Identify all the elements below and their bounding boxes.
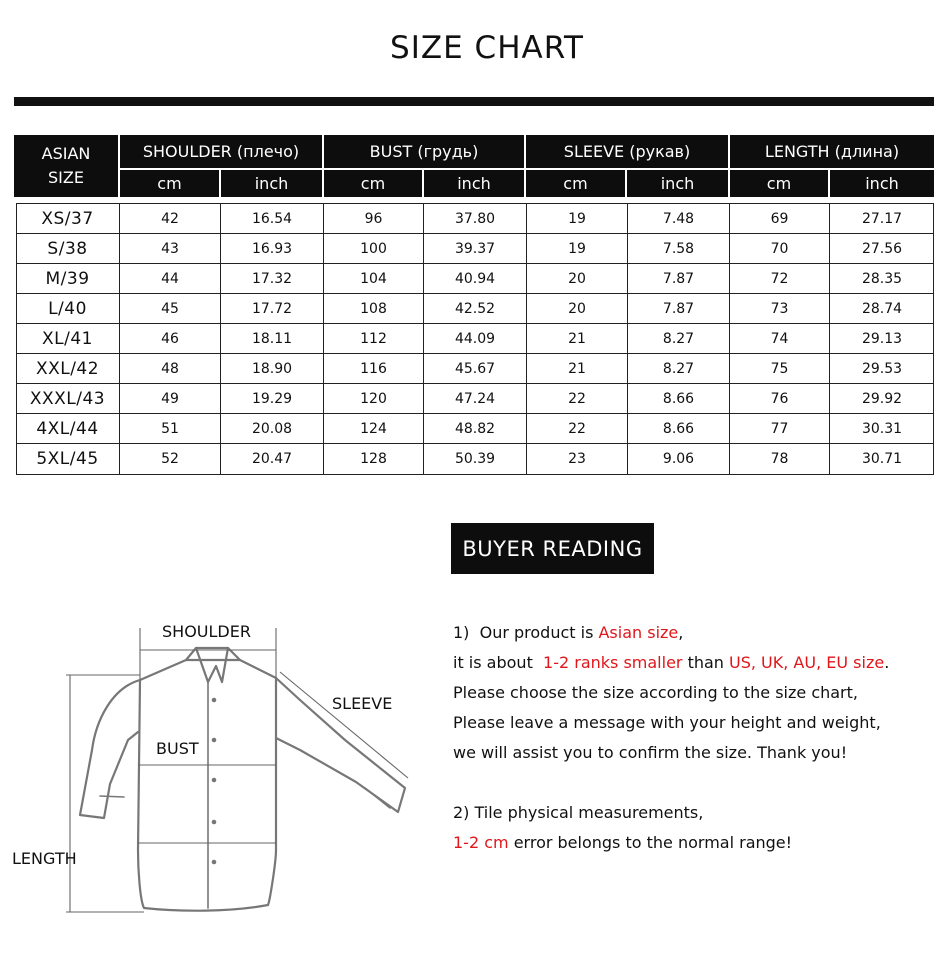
length-cm-header: cm <box>730 170 828 197</box>
bust-inch-cell: 44.09 <box>454 331 496 347</box>
shoulder-cm-cell: 46 <box>161 331 179 347</box>
sleeve-group-header: SLEEVE (рукав) <box>526 135 728 168</box>
shoulder-cm-cell: 51 <box>161 421 179 437</box>
length-cm-cell: 69 <box>770 211 789 227</box>
length-cm-cell: 73 <box>770 301 789 317</box>
size-cell: XXL/42 <box>35 359 100 379</box>
bust-inch-cell: 50.39 <box>454 451 496 467</box>
note1-comma: , <box>678 623 684 642</box>
length-cm-cell: 78 <box>770 451 789 467</box>
sleeve-inch-cell: 8.66 <box>662 421 695 437</box>
length-label: LENGTH <box>12 849 77 868</box>
size-cell: XXXL/43 <box>29 389 106 409</box>
note1-period: . <box>884 653 890 672</box>
table-row <box>16 354 934 384</box>
sleeve-inch-cell: 8.66 <box>662 391 695 407</box>
note1-line2 <box>453 648 889 678</box>
shoulder-inch-cell: 18.11 <box>251 331 293 347</box>
shoulder-inch-cell: 20.08 <box>251 421 293 437</box>
bust-inch-cell: 48.82 <box>454 421 496 437</box>
note2-error-range: 1-2 cm <box>453 833 509 852</box>
sleeve-cm-cell: 20 <box>568 301 586 317</box>
shoulder-cm-cell: 49 <box>161 391 179 407</box>
bust-inch-cell: 39.37 <box>454 241 496 257</box>
asian-size-line2: SIZE <box>48 168 84 187</box>
bust-cm-cell: 96 <box>364 211 383 227</box>
length-inch-header: inch <box>830 170 934 197</box>
length-cm-cell: 77 <box>770 421 789 437</box>
bust-inch-cell: 40.94 <box>454 271 496 287</box>
shoulder-inch-header: inch <box>221 170 322 197</box>
size-cell: XL/41 <box>42 329 93 349</box>
size-cell: S/38 <box>47 239 88 259</box>
asian-size-header <box>14 135 118 197</box>
length-group-header: LENGTH (длина) <box>730 135 934 168</box>
sleeve-inch-cell: 8.27 <box>662 331 695 347</box>
shoulder-cm-cell: 45 <box>161 301 179 317</box>
sleeve-cm-cell: 19 <box>568 211 586 227</box>
shoulder-cm-cell: 52 <box>161 451 179 467</box>
bust-cm-cell: 104 <box>360 271 387 287</box>
bust-inch-header: inch <box>424 170 524 197</box>
length-inch-cell: 29.13 <box>861 331 903 347</box>
shoulder-cm-cell: 44 <box>161 271 179 287</box>
sleeve-cm-cell: 19 <box>568 241 586 257</box>
length-inch-cell: 28.35 <box>861 271 903 287</box>
note1-line1 <box>453 618 683 648</box>
shoulder-cm-cell: 42 <box>161 211 179 227</box>
shoulder-inch-cell: 17.32 <box>251 271 293 287</box>
note1-regions: US, UK, AU, EU size <box>729 653 885 672</box>
shoulder-inch-cell: 20.47 <box>251 451 293 467</box>
length-inch-cell: 30.31 <box>861 421 903 437</box>
sleeve-inch-cell: 7.87 <box>662 301 695 317</box>
size-cell: L/40 <box>48 299 87 319</box>
size-cell: 5XL/45 <box>36 449 99 469</box>
note2-line1: 2) Tile physical measurements, <box>453 803 704 822</box>
length-cm-cell: 75 <box>770 361 789 377</box>
bust-inch-cell: 45.67 <box>454 361 496 377</box>
shirt-illustration <box>0 600 440 950</box>
sleeve-inch-cell: 7.48 <box>662 211 695 227</box>
note1-than: than <box>682 653 730 672</box>
length-inch-cell: 27.17 <box>861 211 903 227</box>
shirt-measurement-diagram <box>0 600 440 950</box>
sleeve-cm-cell: 21 <box>568 361 586 377</box>
table-row <box>16 444 934 474</box>
table-row <box>16 204 934 234</box>
shoulder-inch-cell: 18.90 <box>251 361 293 377</box>
shoulder-label: SHOULDER <box>162 622 251 641</box>
asian-size-line1: ASIAN <box>41 144 91 163</box>
shoulder-group-header: SHOULDER (плечо) <box>120 135 322 168</box>
buyer-reading-heading: BUYER READING <box>451 523 654 574</box>
sleeve-cm-cell: 22 <box>568 391 586 407</box>
note1-prefix: 1) Our product is <box>453 623 599 642</box>
sleeve-cm-cell: 23 <box>568 451 586 467</box>
shoulder-inch-cell: 17.72 <box>251 301 293 317</box>
note2-rest: error belongs to the normal range! <box>508 833 793 852</box>
note1-line5: we will assist you to confirm the size. Thank you! <box>453 743 848 762</box>
sleeve-cm-cell: 20 <box>568 271 586 287</box>
size-table-body <box>16 203 934 475</box>
bust-cm-header: cm <box>324 170 422 197</box>
sleeve-inch-cell: 8.27 <box>662 361 695 377</box>
table-row <box>16 414 934 444</box>
shoulder-inch-cell: 16.54 <box>251 211 293 227</box>
length-cm-cell: 74 <box>770 331 789 347</box>
bust-cm-cell: 112 <box>360 331 387 347</box>
note1-about: it is about <box>453 653 544 672</box>
sleeve-label: SLEEVE <box>332 694 393 713</box>
length-inch-cell: 28.74 <box>861 301 903 317</box>
length-inch-cell: 30.71 <box>861 451 903 467</box>
bust-label: BUST <box>156 739 199 758</box>
note1-line4: Please leave a message with your height and weight, <box>453 713 881 732</box>
sleeve-inch-cell: 7.58 <box>662 241 695 257</box>
bust-cm-cell: 108 <box>360 301 387 317</box>
sleeve-inch-cell: 7.87 <box>662 271 695 287</box>
length-cm-cell: 76 <box>770 391 789 407</box>
size-cell: XS/37 <box>41 209 94 229</box>
note1-asian-size: Asian size <box>598 623 679 642</box>
table-row <box>16 264 934 294</box>
size-cell: 4XL/44 <box>36 419 99 439</box>
shoulder-cm-cell: 48 <box>161 361 179 377</box>
sleeve-cm-cell: 21 <box>568 331 586 347</box>
bust-inch-cell: 47.24 <box>454 391 496 407</box>
table-row <box>16 324 934 354</box>
length-cm-cell: 72 <box>770 271 789 287</box>
length-cm-cell: 70 <box>770 241 789 257</box>
bust-cm-cell: 128 <box>360 451 387 467</box>
sleeve-cm-header: cm <box>526 170 625 197</box>
shoulder-inch-cell: 19.29 <box>251 391 293 407</box>
length-inch-cell: 29.92 <box>861 391 903 407</box>
bust-cm-cell: 100 <box>360 241 387 257</box>
length-inch-cell: 29.53 <box>861 361 903 377</box>
sleeve-cm-cell: 22 <box>568 421 586 437</box>
bust-cm-cell: 120 <box>360 391 387 407</box>
bust-cm-cell: 116 <box>360 361 387 377</box>
bust-inch-cell: 42.52 <box>454 301 496 317</box>
bust-cm-cell: 124 <box>360 421 387 437</box>
table-row <box>16 234 934 264</box>
shoulder-inch-cell: 16.93 <box>251 241 293 257</box>
size-cell: M/39 <box>45 269 90 289</box>
table-row <box>16 294 934 324</box>
note2-line2 <box>453 828 792 858</box>
bust-inch-cell: 37.80 <box>454 211 496 227</box>
note1-ranks: 1-2 ranks smaller <box>543 653 683 672</box>
shoulder-cm-header: cm <box>120 170 219 197</box>
title-divider <box>14 97 934 106</box>
sleeve-inch-cell: 9.06 <box>662 451 695 467</box>
shoulder-cm-cell: 43 <box>161 241 179 257</box>
bust-group-header: BUST (грудь) <box>324 135 524 168</box>
table-row <box>16 384 934 414</box>
length-inch-cell: 27.56 <box>861 241 903 257</box>
sleeve-inch-header: inch <box>627 170 728 197</box>
note1-line3: Please choose the size according to the size chart, <box>453 683 858 702</box>
page-title: SIZE CHART <box>390 30 584 66</box>
